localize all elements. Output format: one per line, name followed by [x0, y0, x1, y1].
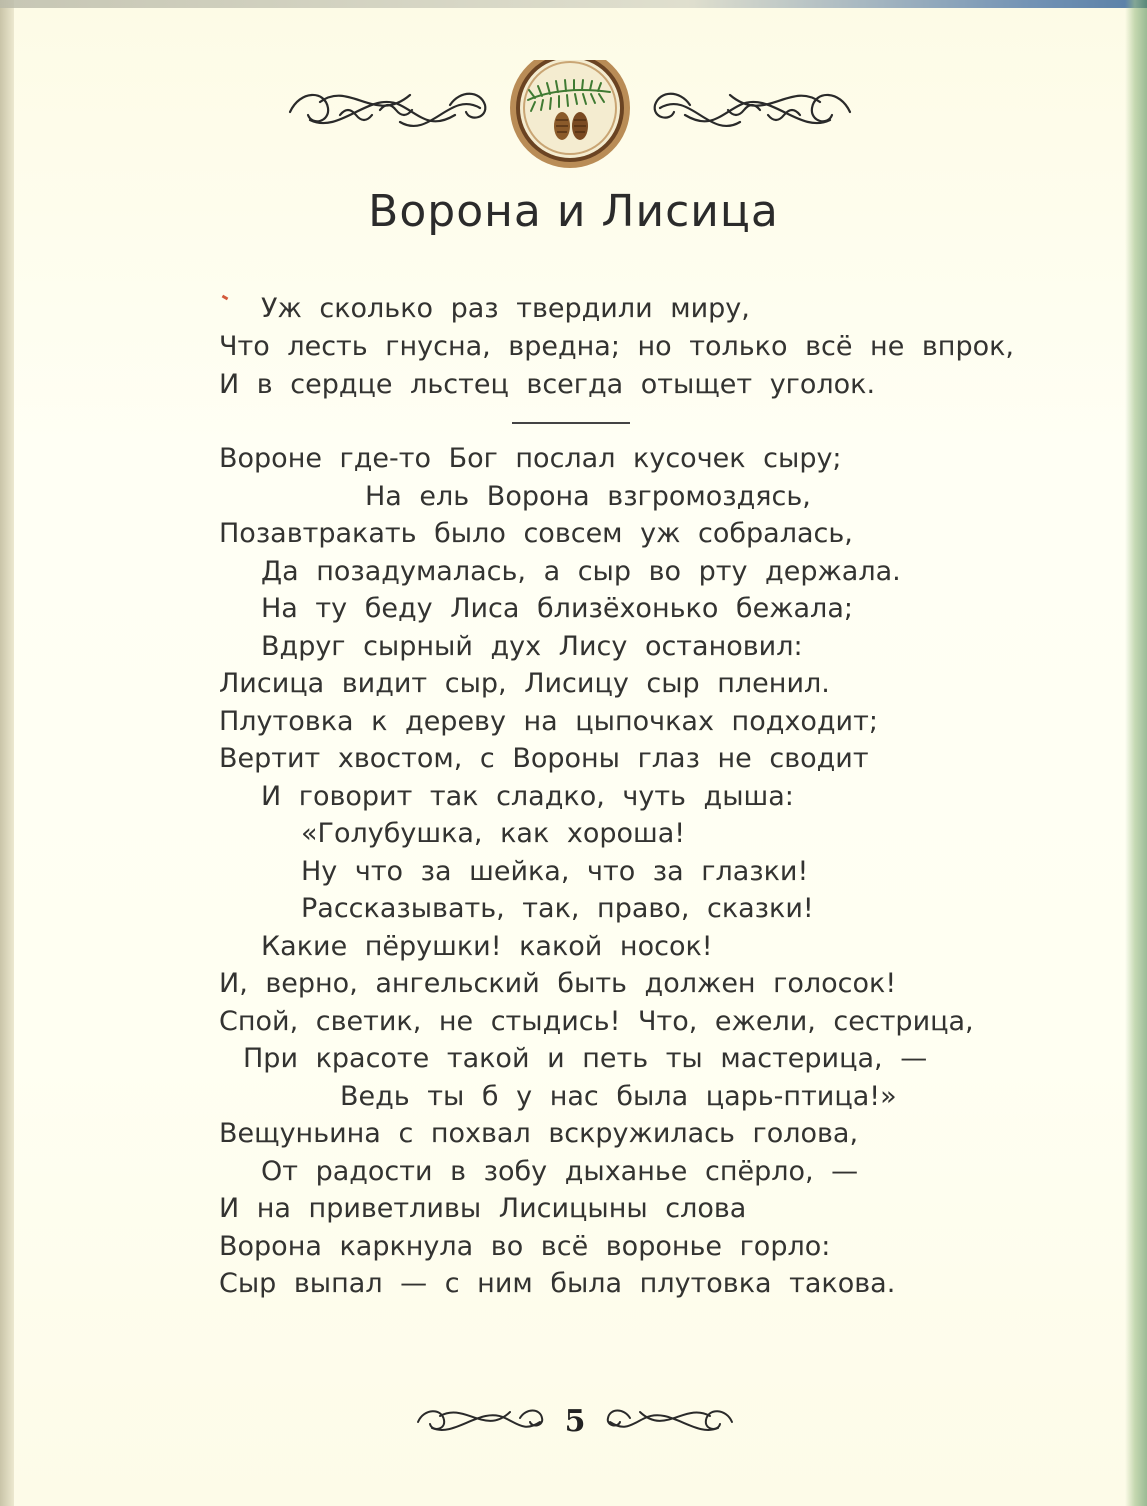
scroll-flourish-footer-left-icon: [418, 1411, 542, 1430]
poem-line: На ель Ворона взгромоздясь,: [365, 481, 811, 512]
poem-line: Да позадумалась, а сыр во рту держала.: [261, 556, 901, 587]
poem-line: При красоте такой и петь ты мастерица, —: [243, 1043, 928, 1074]
poem-line: Спой, светик, не стыдись! Что, ежели, сестрица,: [219, 1006, 974, 1037]
poem-line: От радости в зобу дыханье спёрло, —: [261, 1156, 859, 1187]
scroll-flourish-footer-right-icon: [608, 1411, 732, 1430]
header-ornament: [280, 60, 860, 170]
poem-line: Плутовка к дереву на цыпочках подходит;: [219, 706, 878, 737]
page-top-edge: [0, 0, 1147, 8]
epigraph-line: Что лесть гнусна, вредна; но только всё не впрок,: [219, 331, 1015, 362]
poem-line: Позавтракать было совсем уж собралась,: [219, 518, 853, 549]
epigraph-line: И в сердце льстец всегда отыщет уголок.: [219, 369, 876, 400]
poem-title: Ворона и Лисица: [368, 186, 779, 237]
poem-line: Ворона каркнула во всё воронье горло:: [219, 1231, 831, 1262]
poem-line: Вещуньина с похвал вскружилась голова,: [219, 1118, 859, 1149]
poem-line: Какие пёрушки! какой носок!: [261, 931, 713, 962]
poem-line: Вертит хвостом, с Вороны глаз не сводит: [219, 743, 869, 774]
section-divider: [512, 422, 630, 424]
poem-line: И на приветливы Лисицыны слова: [219, 1193, 747, 1224]
poem-line: И говорит так сладко, чуть дыша:: [261, 781, 794, 812]
poem-line: Рассказывать, так, право, сказки!: [301, 893, 814, 924]
poem-line: На ту беду Лиса близёхонько бежала;: [261, 593, 853, 624]
page-number: 5: [564, 1404, 586, 1439]
poem-line: Сыр выпал — с ним была плутовка такова.: [219, 1268, 896, 1299]
poem-line: «Голубушка, как хороша!: [301, 818, 686, 849]
epigraph-line: Уж сколько раз твердили миру,: [261, 293, 750, 324]
poem-line: Ведь ты б у нас была царь-птица!»: [340, 1081, 897, 1112]
scroll-flourish-right-icon: [655, 94, 850, 126]
scroll-flourish-left-icon: [290, 94, 485, 126]
poem-line: Вдруг сырный дух Лису остановил:: [261, 631, 803, 662]
pine-branch-medallion-icon: [510, 60, 630, 168]
poem-line: Лисица видит сыр, Лисицу сыр пленил.: [219, 668, 830, 699]
poem-line: Ну что за шейка, что за глазки!: [301, 856, 809, 887]
decorative-tick: [222, 295, 229, 301]
poem-line: Вороне где-то Бог послал кусочек сыру;: [219, 443, 842, 474]
poem-line: И, верно, ангельский быть должен голосок!: [219, 968, 897, 999]
